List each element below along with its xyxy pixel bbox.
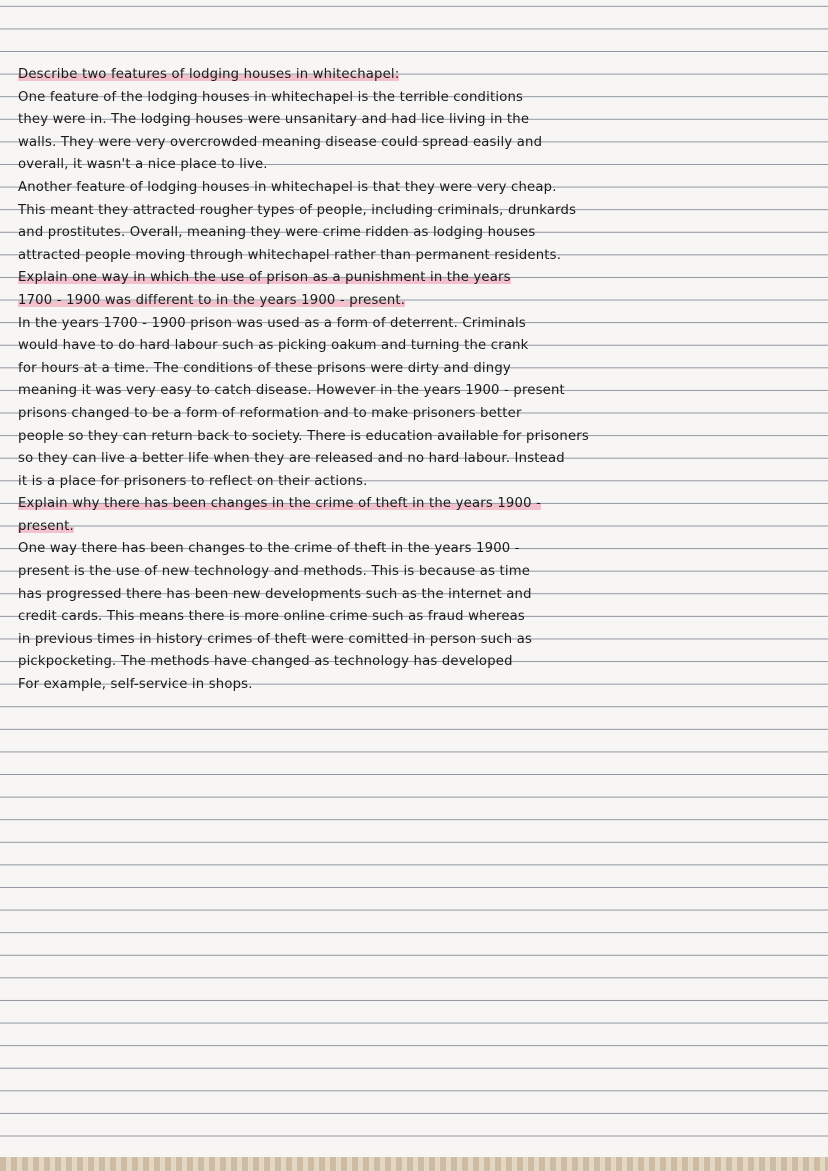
note-line — [18, 493, 813, 516]
note-line: and prostitutes. Overall, meaning they were crime ridden as lodging houses — [18, 225, 536, 241]
note-line: prisons changed to be a form of reformation and to make prisoners better — [18, 405, 522, 421]
note-line: walls. They were very overcrowded meaning disease could spread easily and — [18, 134, 543, 150]
question-1: Describe two features of lodging houses in whitechapel: — [18, 67, 400, 82]
question-2-cont: 1700 - 1900 was different to in the years 1900 - present. — [18, 292, 406, 308]
note-line: One way there has been changes to the crime of theft in the years 1900 - — [18, 541, 520, 557]
note-line — [18, 64, 813, 87]
note-line: meaning it was very easy to catch disease. However in the years 1900 - present — [18, 383, 565, 399]
note-line: For example, self-service in shops. — [18, 677, 253, 693]
note-line: so they can live a better life when they are released and no hard labour. Instead — [18, 451, 565, 467]
note-line: people so they can return back to society. There is education available for prisoners — [18, 428, 589, 444]
note-line — [18, 267, 813, 290]
note-line: pickpocketing. The methods have changed as technology has developed — [18, 654, 513, 670]
note-line: it is a place for prisoners to reflect on their actions. — [18, 473, 368, 489]
note-line: This meant they attracted rougher types of people, including criminals, drunkards — [18, 202, 577, 218]
question-2: Explain one way in which the use of prison as a punishment in the years — [18, 270, 511, 286]
note-line: present is the use of new technology and methods. This is because as time — [18, 564, 531, 580]
note-line: credit cards. This means there is more online crime such as fraud whereas — [18, 609, 525, 625]
note-line: attracted people moving through whitechapel rather than permanent residents. — [18, 247, 562, 263]
note-line: has progressed there has been new developments such as the internet and — [18, 586, 532, 602]
note-line: they were in. The lodging houses were unsanitary and had lice living in the — [18, 112, 530, 128]
question-3: Explain why there has been changes in the crime of theft in the years 1900 - — [18, 496, 542, 512]
note-line: One feature of the lodging houses in whitechapel is the terrible conditions — [18, 89, 524, 105]
note-line: for hours at a time. The conditions of these prisons were dirty and dingy — [18, 360, 511, 376]
note-line: Another feature of lodging houses in whitechapel is that they were very cheap. — [18, 179, 557, 195]
note-line — [18, 290, 813, 313]
note-line: would have to do hard labour such as picking oakum and turning the crank — [18, 338, 529, 354]
note-line: In the years 1700 - 1900 prison was used as a form of deterrent. Criminals — [18, 315, 526, 331]
question-3-cont: present. — [18, 518, 74, 534]
note-line — [18, 516, 813, 539]
note-line: overall, it wasn't a nice place to live. — [18, 157, 268, 173]
handwritten-notes — [18, 64, 813, 697]
note-line: in previous times in history crimes of theft were comitted in person such as — [18, 631, 533, 647]
